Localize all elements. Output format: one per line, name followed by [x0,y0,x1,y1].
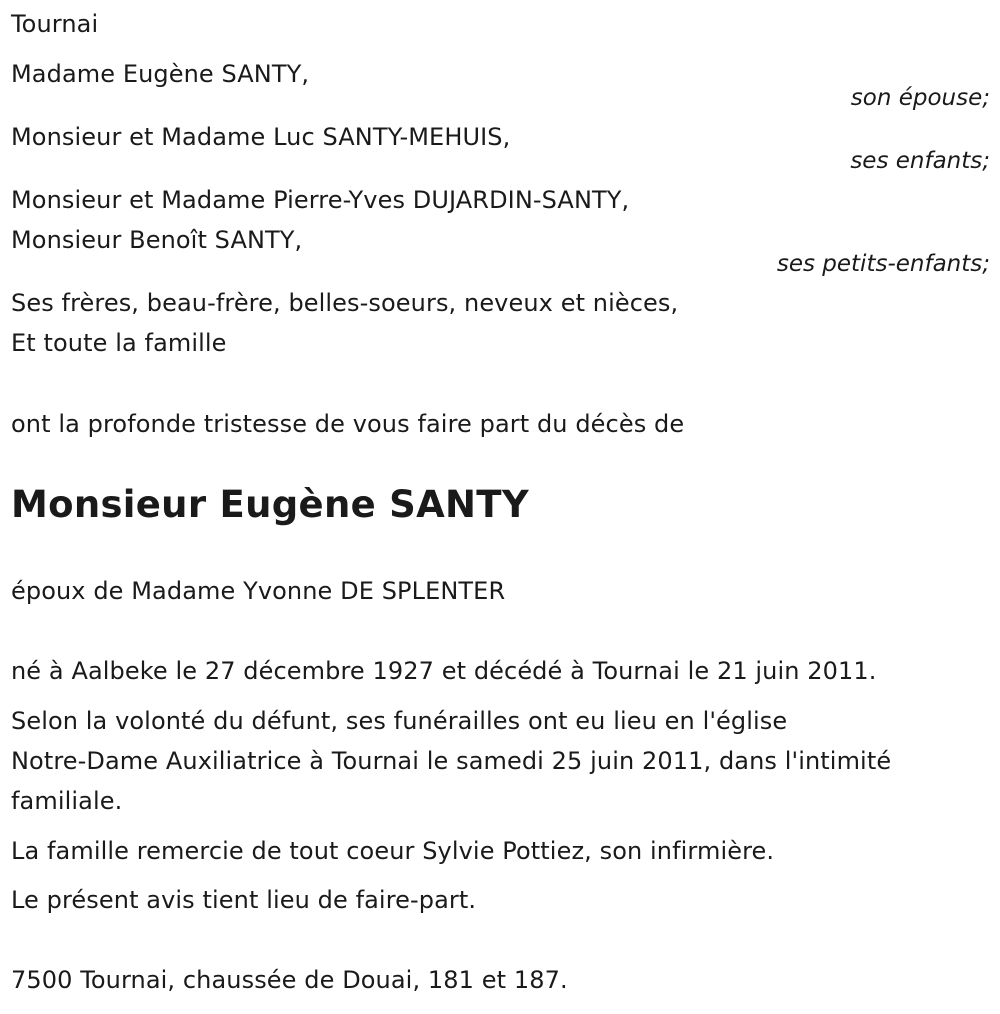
children-name: Monsieur et Madame Luc SANTY-MEHUIS, [11,123,511,151]
spouse-name: Madame Eugène SANTY, [11,60,310,88]
spouse-of-text: époux de Madame Yvonne DE SPLENTER [11,577,506,605]
funeral-text-line-1: Selon la volonté du défunt, ses funérailles ont eu lieu en l'église [11,707,788,735]
notice-text: Le présent avis tient lieu de faire-part. [11,886,477,914]
spouse-role: son épouse; [850,85,990,111]
funeral-text-line-3: familiale. [11,787,123,815]
city-heading: Tournai [11,10,99,38]
address-text: 7500 Tournai, chaussée de Douai, 181 et 187. [11,966,568,994]
grandchildren-name-2: Monsieur Benoît SANTY, [11,226,303,254]
deceased-name: Monsieur Eugène SANTY [11,483,529,526]
grandchildren-role: ses petits-enfants; [776,251,990,277]
thanks-text: La famille remercie de tout coeur Sylvie Pottiez, son infirmière. [11,837,775,865]
funeral-text-line-2: Notre-Dame Auxiliatrice à Tournai le samedi 25 juin 2011, dans l'intimité [11,747,892,775]
birth-death-text: né à Aalbeke le 27 décembre 1927 et décédé à Tournai le 21 juin 2011. [11,657,877,685]
grandchildren-name-1: Monsieur et Madame Pierre-Yves DUJARDIN-SANTY, [11,186,630,214]
children-role: ses enfants; [850,148,990,174]
family-line: Et toute la famille [11,329,227,357]
siblings-line: Ses frères, beau-frère, belles-soeurs, neveux et nièces, [11,289,679,317]
intro-text: ont la profonde tristesse de vous faire part du décès de [11,410,685,438]
